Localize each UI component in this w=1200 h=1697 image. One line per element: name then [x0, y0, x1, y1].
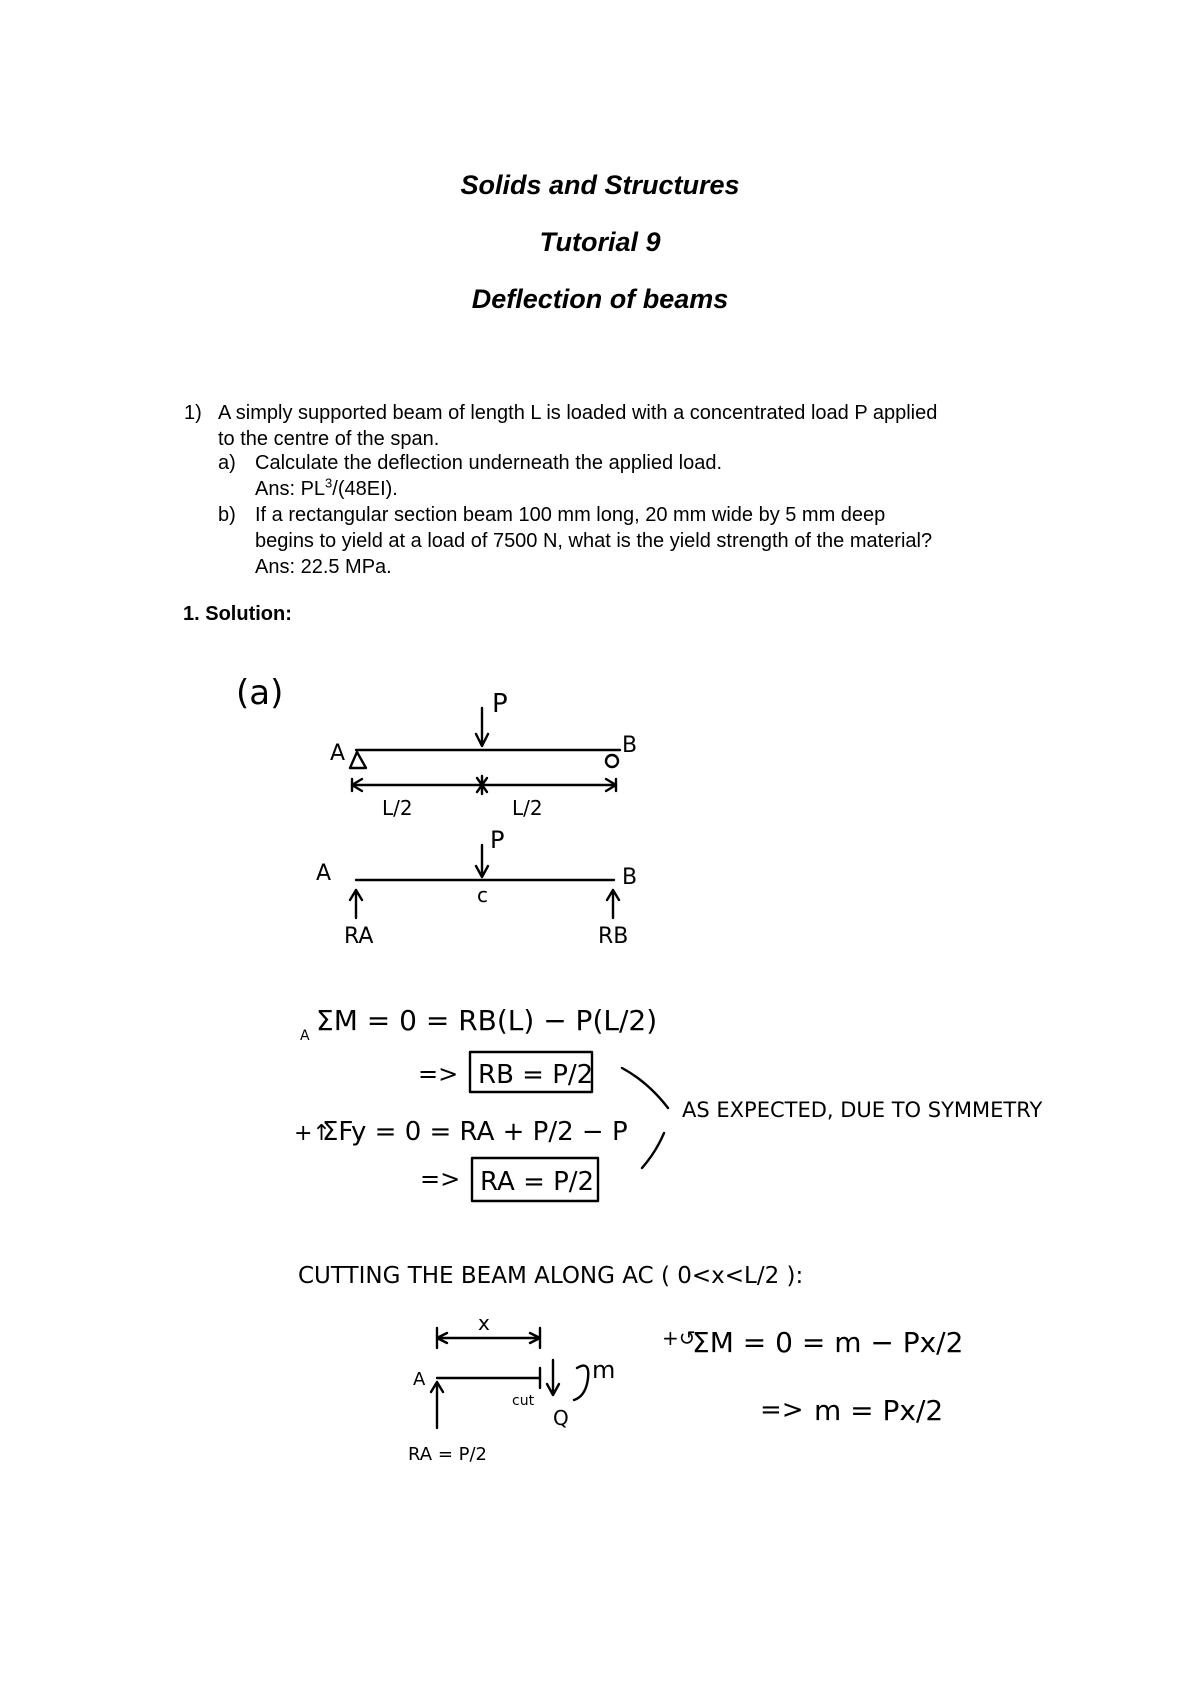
cut-shear-arrow — [547, 1360, 559, 1395]
solution-heading: 1. Solution: — [183, 603, 292, 625]
cut-moment-arc-icon — [574, 1366, 588, 1400]
reaction-b-label: RB — [598, 924, 629, 949]
part-a-text: Calculate the deflection underneath the applied load. — [255, 452, 723, 474]
cut-heading: CUTTING THE BEAM ALONG AC ( 0<x<L/2 ): — [298, 1263, 804, 1289]
part-b-answer: Ans: 22.5 MPa. — [255, 556, 392, 578]
pin-support-icon — [350, 752, 366, 768]
cut-point-label: Q — [553, 1406, 569, 1430]
force-sign: +↑ — [294, 1121, 331, 1146]
cut-x-label: x — [478, 1311, 490, 1335]
roller-support-icon — [606, 755, 618, 767]
load-label-2: P — [490, 826, 505, 854]
symmetry-bracket-top — [622, 1068, 668, 1108]
symmetry-note: AS EXPECTED, DUE TO SYMMETRY — [682, 1098, 1043, 1122]
cut-reaction-arrow — [431, 1382, 443, 1428]
cut-moment-result: m = Px/2 — [814, 1394, 944, 1427]
cut-support-label: A — [413, 1369, 426, 1390]
reaction-arrow-a — [350, 890, 362, 918]
ra-result: RA = P/2 — [480, 1167, 595, 1197]
half-span-right: L/2 — [512, 796, 543, 820]
reaction-arrow-b — [607, 890, 619, 918]
cut-moment-label: m — [592, 1356, 616, 1384]
cut-label: cut — [512, 1393, 535, 1409]
load-arrow-2 — [476, 845, 488, 877]
moment-sign-pivot: A — [300, 1028, 310, 1044]
question-number: 1) — [184, 402, 202, 424]
midpoint-label: c — [477, 883, 488, 907]
cut-moment-equation: ΣM = 0 = m − Px/2 — [692, 1326, 964, 1359]
symmetry-bracket-bottom — [642, 1133, 664, 1168]
load-arrow-1 — [476, 708, 488, 746]
cut-reaction-label: RA = P/2 — [408, 1444, 487, 1465]
moment-equation: ΣM = 0 = RB(L) − P(L/2) — [316, 1004, 658, 1037]
support-a-label-2: A — [316, 861, 332, 886]
part-b-line-2: begins to yield at a load of 7500 N, what is the yield strength of the material? — [255, 530, 933, 552]
question-line-2: to the centre of the span. — [218, 428, 440, 450]
half-span-left: L/2 — [382, 796, 413, 820]
answer-a-exponent: 3 — [325, 475, 333, 491]
force-equation: ΣFy = 0 = RA + P/2 − P — [322, 1117, 628, 1147]
support-a-label-1: A — [330, 741, 346, 766]
part-a-label: (a) — [236, 673, 284, 713]
cut-moment-sign: +↺ — [662, 1326, 696, 1350]
course-title: Solids and Structures — [460, 170, 740, 200]
implies-2: => — [420, 1165, 461, 1193]
question-line-1: A simply supported beam of length L is loaded with a concentrated load P applied — [218, 402, 938, 424]
load-label-1: P — [492, 689, 508, 719]
part-a-label: a) — [218, 452, 236, 474]
tutorial-topic: Deflection of beams — [471, 284, 729, 314]
support-b-label-2: B — [622, 865, 638, 890]
tutorial-number: Tutorial 9 — [539, 227, 661, 257]
support-b-label-1: B — [622, 733, 638, 758]
part-b-label: b) — [218, 504, 236, 526]
reaction-a-label: RA — [344, 924, 374, 949]
part-b-line-1: If a rectangular section beam 100 mm long, 20 mm wide by 5 mm deep — [255, 504, 886, 526]
answer-a-suffix: /(48EI). — [332, 478, 398, 500]
implies-3: => — [760, 1395, 804, 1425]
implies-1: => — [418, 1060, 459, 1088]
answer-a-prefix: Ans: PL — [255, 478, 326, 500]
rb-result: RB = P/2 — [478, 1060, 594, 1090]
